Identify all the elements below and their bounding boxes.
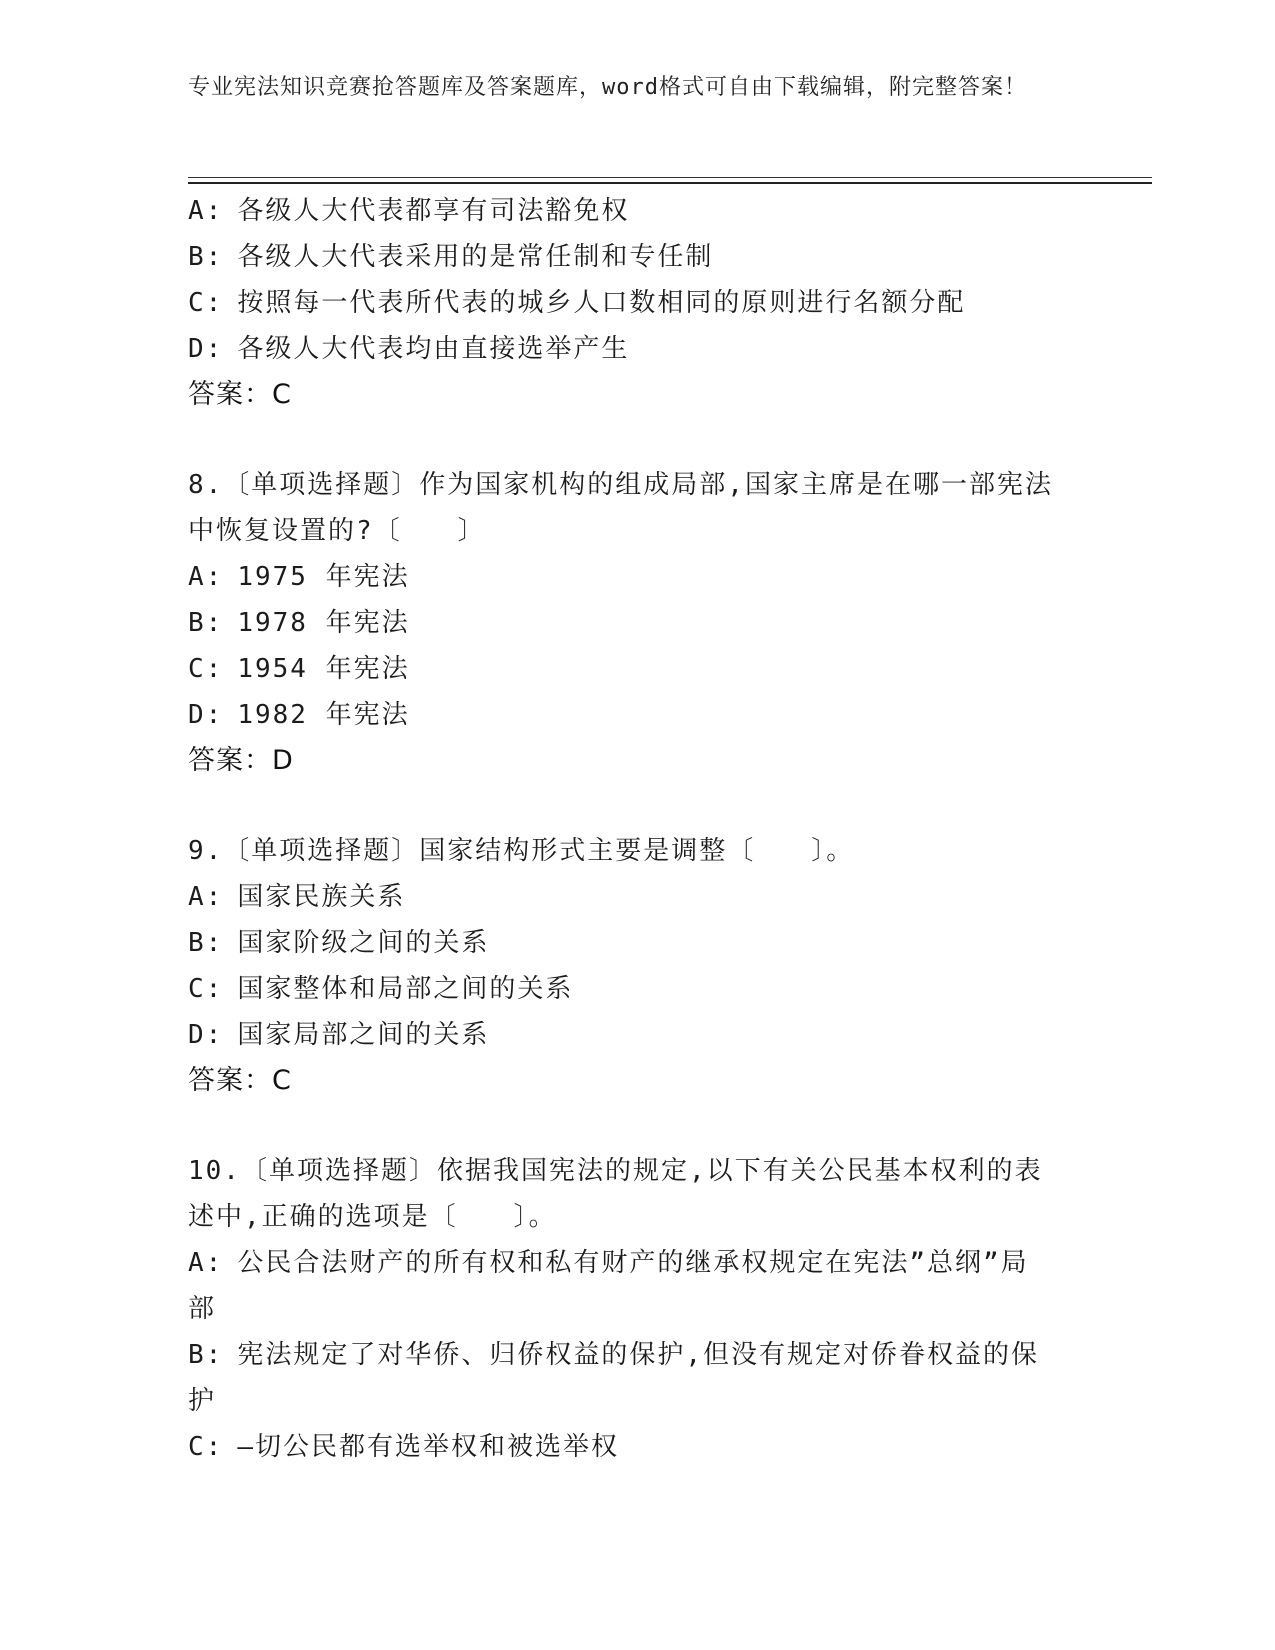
option-c: C: —切公民都有选举权和被选举权 (188, 1432, 619, 1462)
option-d: D: 1982 年宪法 (188, 700, 410, 730)
option-c: C: 1954 年宪法 (188, 654, 410, 684)
option-b: B: 各级人大代表采用的是常任制和专任制 (188, 242, 714, 272)
option-b-continued: 护 (188, 1386, 217, 1416)
option-a-continued: 部 (188, 1294, 217, 1324)
option-a: A: 公民合法财产的所有权和私有财产的继承权规定在宪法”总纲”局 (188, 1248, 1029, 1278)
block-spacer (188, 1104, 1088, 1148)
document-header: 专业宪法知识竞赛抢答题库及答案题库，word格式可自由下载编辑，附完整答案！ (188, 75, 1027, 100)
option-a: A: 国家民族关系 (188, 882, 406, 912)
answer-line: 答案：C (188, 379, 292, 410)
option-d: D: 国家局部之间的关系 (188, 1020, 490, 1050)
option-c: C: 国家整体和局部之间的关系 (188, 974, 574, 1004)
block-spacer (188, 418, 1088, 462)
question-block-9 (188, 828, 1088, 1104)
question-block-7 (188, 188, 1088, 418)
option-b: B: 宪法规定了对华侨、归侨权益的保护,但没有规定对侨眷权益的保 (188, 1340, 1039, 1370)
question-block-8 (188, 462, 1088, 784)
option-a: A: 各级人大代表都享有司法豁免权 (188, 196, 630, 226)
question-text-continued: 述中,正确的选项是〔 〕。 (188, 1202, 557, 1232)
option-c: C: 按照每一代表所代表的城乡人口数相同的原则进行名额分配 (188, 288, 966, 318)
option-a: A: 1975 年宪法 (188, 562, 410, 592)
option-b: B: 国家阶级之间的关系 (188, 928, 490, 958)
header-rule-thin (188, 177, 1152, 178)
question-text: 9.〔单项选择题〕国家结构形式主要是调整〔 〕。 (188, 836, 855, 866)
document-body (188, 188, 1088, 1470)
question-text: 10.〔单项选择题〕依据我国宪法的规定,以下有关公民基本权利的表 (188, 1156, 1043, 1186)
option-d: D: 各级人大代表均由直接选举产生 (188, 334, 630, 364)
answer-line: 答案：D (188, 745, 294, 776)
block-spacer (188, 784, 1088, 828)
option-b: B: 1978 年宪法 (188, 608, 410, 638)
answer-line: 答案：C (188, 1065, 292, 1096)
header-rule-thick (188, 182, 1152, 184)
question-text-continued: 中恢复设置的?〔 〕 (188, 516, 486, 546)
question-block-10 (188, 1148, 1088, 1470)
question-text: 8.〔单项选择题〕作为国家机构的组成局部,国家主席是在哪一部宪法 (188, 470, 1053, 500)
